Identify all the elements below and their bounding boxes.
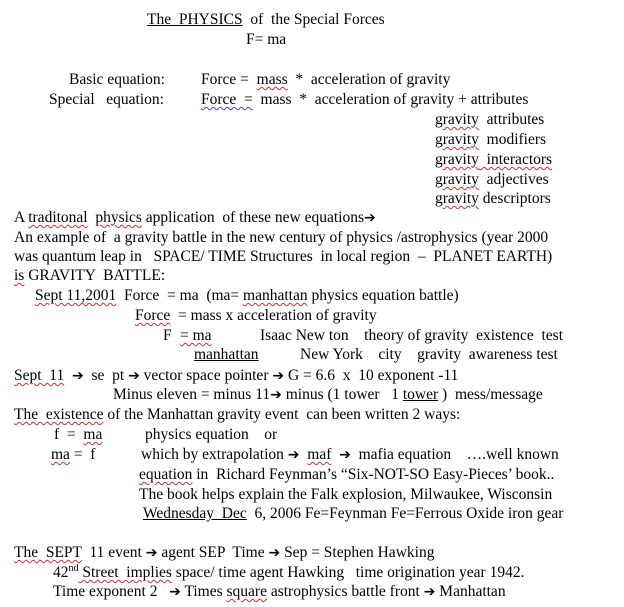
- arrow-right-icon: ➔: [145, 545, 158, 561]
- special-equation: [201, 90, 528, 109]
- body-line-12: physics equation or: [145, 426, 278, 443]
- body-line-7-ma: = ma: [180, 327, 212, 344]
- body-line-13-left: ma = f: [51, 446, 96, 463]
- basic-equation-label: Basic equation:: [69, 71, 165, 88]
- body-line-4: is GRAVITY BATTLE:: [14, 267, 166, 284]
- arrow-right-icon: ➔: [169, 584, 181, 600]
- doc-title: [147, 10, 385, 29]
- gravity-item-4: gravity adjectives: [435, 171, 549, 188]
- arrow-right-icon: ➔: [423, 584, 436, 600]
- special-force: Force =: [201, 91, 253, 108]
- body-line-13: which by extrapolation ➔ maf ➔ mafia equation ….well known: [141, 446, 559, 463]
- body-line-10: Minus eleven = minus 11➔ minus (1 tower 1 tower ) mess/message: [113, 386, 543, 403]
- body-line-18: 42nd Street implies space/ time agent Hawking time origination year 1942.: [53, 562, 525, 581]
- title-formula: F= ma: [246, 31, 287, 48]
- special-equation-label: Special equation:: [49, 91, 164, 108]
- basic-force: Force =: [201, 71, 257, 88]
- body-line-15: The book helps explain the Falk explosion, Milwaukee, Wisconsin: [139, 486, 553, 503]
- body-line-8-manhattan: manhattan: [194, 346, 259, 363]
- arrow-right-icon: ➔: [363, 210, 376, 226]
- body-line-9: Sept 11 ➔ se pt ➔ vector space pointer ➔ G = 6.6 x 10 exponent -11: [14, 367, 459, 384]
- gravity-item-3: gravity interactors: [435, 151, 553, 168]
- basic-rest: * acceleration of gravity: [287, 71, 451, 88]
- basic-mass: mass: [256, 71, 288, 88]
- body-line-12-left: f = ma: [54, 426, 103, 443]
- body-line-8: New York city gravity awareness test: [300, 346, 558, 363]
- body-line-16: Wednesday Dec 6, 2006 Fe=Feynman Fe=Ferrous Oxide iron gear: [143, 505, 564, 522]
- body-line-3: was quantum leap in SPACE/ TIME Structures in local region – PLANET EARTH): [14, 248, 553, 265]
- title-physics: The PHYSICS: [147, 11, 243, 28]
- arrow-right-icon: ➔: [270, 387, 282, 403]
- title-rest: of the Special Forces: [242, 11, 385, 28]
- arrow-right-icon: ➔: [128, 368, 140, 384]
- arrow-right-icon: ➔: [268, 545, 281, 561]
- body-line-5: Sept 11,2001 Force = ma (ma= manhattan physics equation battle): [35, 287, 459, 304]
- body-line-14: equation in Richard Feynman’s “Six-NOT-SO Easy-Pieces’ book..: [139, 466, 555, 483]
- basic-equation: [201, 70, 450, 89]
- arrow-right-icon: ➔: [71, 368, 84, 384]
- body-line-11: The existence of the Manhattan gravity event can been written 2 ways:: [14, 406, 461, 423]
- body-line-19: Time exponent 2 ➔ Times square astrophysics battle front ➔ Manhattan: [53, 583, 506, 600]
- special-rest: mass * acceleration of gravity + attributes: [252, 91, 529, 108]
- arrow-right-icon: ➔: [287, 447, 300, 463]
- body-line-1: A traditonal physics application of these new equations➔: [14, 209, 376, 226]
- body-line-7: Isaac New ton theory of gravity existence test: [260, 327, 564, 344]
- arrow-right-icon: ➔: [339, 447, 351, 463]
- body-line-17: The SEPT 11 event ➔ agent SEP Time ➔ Sep = Stephen Hawking: [14, 544, 435, 561]
- body-line-7-f: F: [163, 327, 172, 344]
- body-line-6: Force = mass x acceleration of gravity: [135, 307, 377, 324]
- gravity-item-1: gravity attributes: [435, 111, 545, 128]
- gravity-item-2: gravity modifiers: [435, 131, 547, 148]
- gravity-item-5: gravity descriptors: [435, 190, 551, 207]
- body-line-2: An example of a gravity battle in the new century of physics /astrophysics (year 2000: [14, 229, 549, 246]
- arrow-right-icon: ➔: [272, 368, 285, 384]
